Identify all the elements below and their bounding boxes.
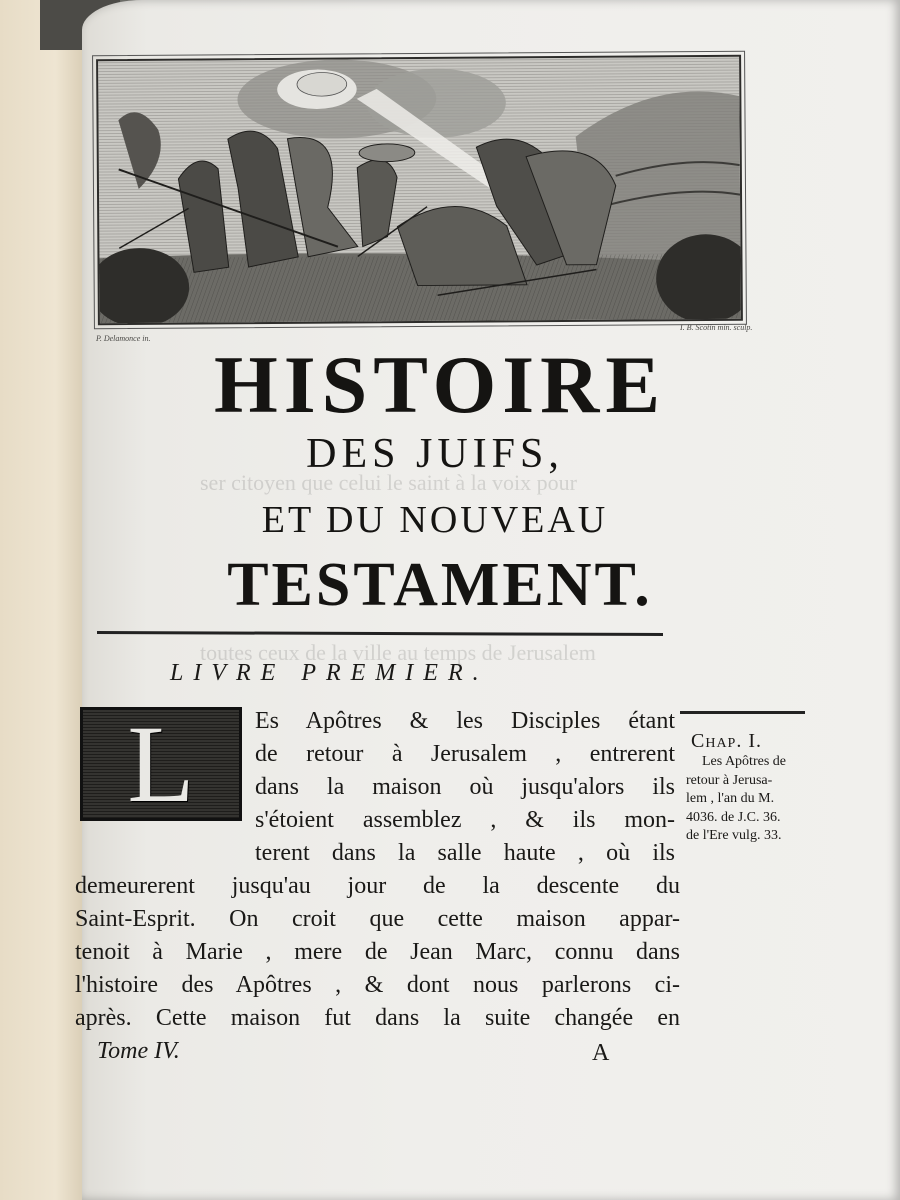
- engraving-illustration: [96, 55, 743, 325]
- title-line-et-du-nouveau: ET DU NOUVEAU: [261, 499, 609, 541]
- chapter-label: Chap. I.: [691, 730, 763, 752]
- margin-note-line: lem , l'an du M.: [686, 791, 775, 806]
- volume-label: Tome IV.: [97, 1038, 180, 1064]
- title-line-histoire: HISTOIRE: [213, 339, 667, 430]
- title-line-testament: TESTAMENT.: [227, 551, 653, 619]
- text-line: Es Apôtres & les Disciples étant: [255, 708, 675, 734]
- bleed-through-text: toutes ceux de la ville au temps de Jerusalem: [200, 640, 596, 665]
- text-line: de retour à Jerusalem , entrerent: [255, 741, 675, 767]
- bleed-through-text: ser citoyen que celui le saint à la voix pour: [200, 470, 577, 495]
- engraving-scene-icon: [98, 57, 741, 323]
- margin-note-line: Les Apôtres de: [702, 754, 786, 769]
- margin-note-rule: [680, 711, 805, 714]
- text-line: terent dans la salle haute , où ils: [255, 840, 675, 866]
- margin-note-line: de l'Ere vulg. 33.: [686, 828, 782, 843]
- title-line-des-juifs: DES JUIFS,: [306, 431, 564, 477]
- margin-note: [686, 730, 826, 846]
- text-line: Saint-Esprit. On croit que cette maison appar-: [75, 906, 680, 932]
- text-line: s'étoient assemblez , & ils mon-: [255, 807, 675, 833]
- book-heading: LIVRE PREMIER.: [170, 660, 489, 686]
- margin-note-line: retour à Jerusa-: [686, 772, 773, 788]
- text-line: tenoit à Marie , mere de Jean Marc, connu dans: [75, 939, 680, 965]
- text-line: après. Cette maison fut dans la suite changée en: [75, 1005, 680, 1031]
- text-line: dans la maison où jusqu'alors ils: [255, 774, 675, 800]
- engraving-credit-designer: P. Delamonce in.: [96, 334, 151, 343]
- engraving-credit-engraver: I. B. Scotin min. sculp.: [680, 323, 753, 332]
- text-line: l'histoire des Apôtres , & dont nous parlerons ci-: [75, 972, 680, 998]
- signature-mark: A: [592, 1040, 610, 1066]
- text-line: demeurerent jusqu'au jour de la descente du: [75, 873, 680, 899]
- margin-note-line: 4036. de J.C. 36.: [686, 809, 781, 825]
- drop-cap-letter: L: [127, 703, 195, 825]
- ornamental-drop-cap: [80, 703, 242, 825]
